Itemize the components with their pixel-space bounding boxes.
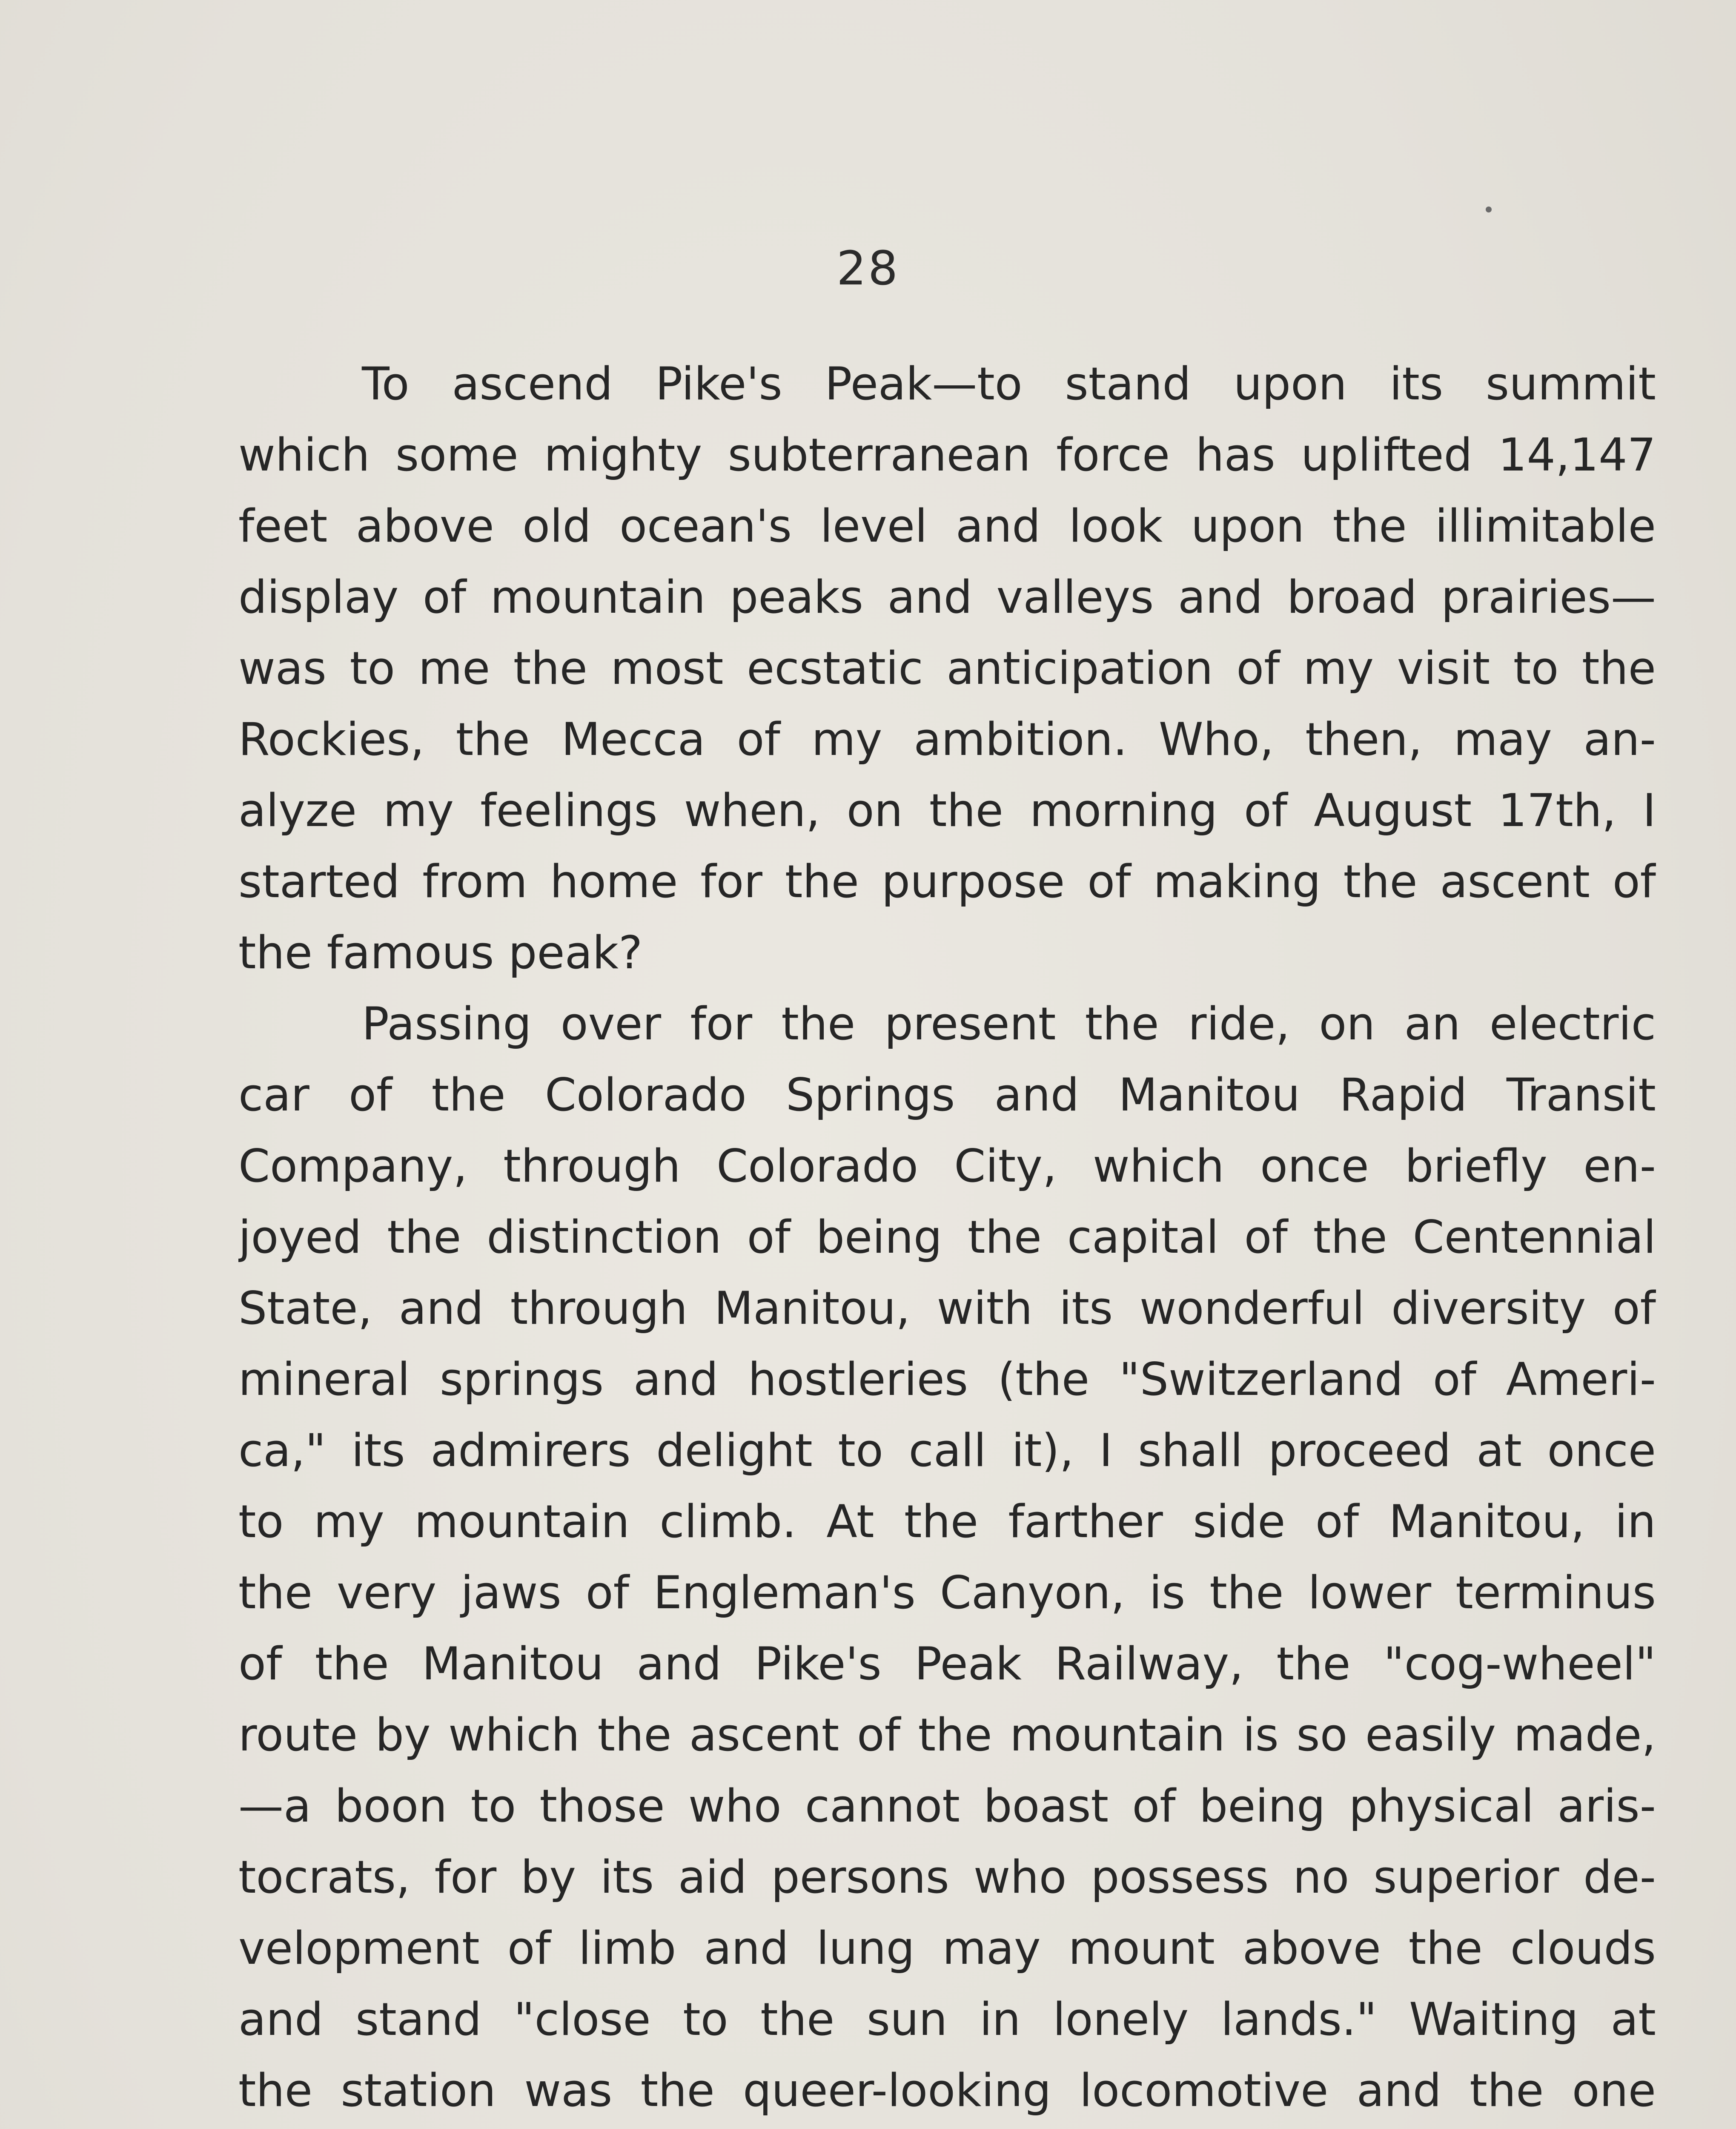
paragraph-1	[238, 348, 1656, 988]
text-line: —a boon to those who cannot boast of being physical aris-	[238, 1780, 1656, 1832]
body-text	[238, 348, 1656, 2129]
text-line: route by which the ascent of the mountain is so easily made,	[238, 1709, 1656, 1761]
paper-speck	[1486, 207, 1492, 212]
paragraph-2	[238, 988, 1656, 2129]
text-line: velopment of limb and lung may mount above the clouds	[238, 1922, 1656, 1974]
text-line: Rockies, the Mecca of my ambition. Who, then, may an-	[238, 713, 1656, 766]
text-line: was to me the most ecstatic anticipation of my visit to the	[238, 642, 1656, 694]
text-line: and stand "close to the sun in lonely lands." Waiting at	[238, 1993, 1656, 2046]
text-line: of the Manitou and Pike's Peak Railway, the "cog-wheel"	[238, 1638, 1656, 1690]
text-line: feet above old ocean's level and look upon the illimitable	[238, 500, 1656, 552]
text-line: the famous peak?	[238, 927, 643, 979]
text-line: car of the Colorado Springs and Manitou Rapid Transit	[238, 1069, 1656, 1121]
text-line: the very jaws of Engleman's Canyon, is the lower terminus	[238, 1567, 1656, 1619]
text-line: the station was the queer-looking locomotive and the one	[238, 2064, 1656, 2117]
text-line: ca," its admirers delight to call it), I shall proceed at once	[238, 1424, 1656, 1477]
text-line: mineral springs and hostleries (the "Switzerland of Ameri-	[238, 1353, 1656, 1406]
text-line: to my mountain climb. At the farther side of Manitou, in	[238, 1495, 1656, 1548]
page-number: 28	[836, 241, 900, 296]
text-line: which some mighty subterranean force has uplifted 14,147	[238, 429, 1656, 481]
text-line: To ascend Pike's Peak—to stand upon its summit	[362, 358, 1656, 410]
text-line: display of mountain peaks and valleys and broad prairies—	[238, 571, 1656, 623]
text-line: tocrats, for by its aid persons who possess no superior de-	[238, 1851, 1656, 1903]
text-line: joyed the distinction of being the capital of the Centennial	[238, 1211, 1656, 1263]
text-line: State, and through Manitou, with its wonderful diversity of	[238, 1282, 1656, 1334]
text-line: Passing over for the present the ride, on an electric	[362, 998, 1656, 1050]
text-line: alyze my feelings when, on the morning of August 17th, I	[238, 784, 1656, 837]
text-line: started from home for the purpose of making the ascent of	[238, 855, 1656, 908]
text-line: Company, through Colorado City, which once briefly en-	[238, 1140, 1656, 1192]
text-line	[238, 2126, 1656, 2129]
